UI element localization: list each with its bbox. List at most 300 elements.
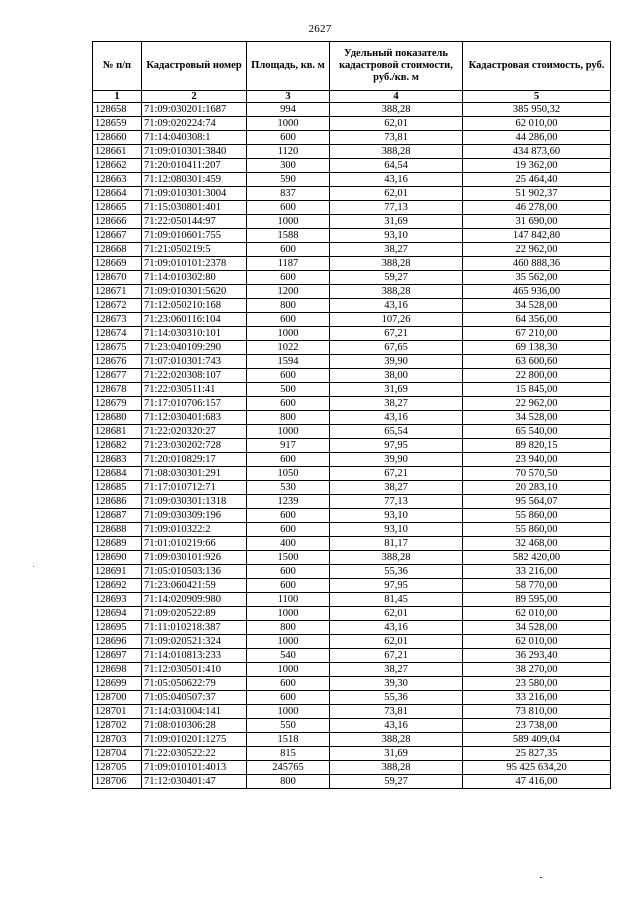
specific-value-cell: 55,36 (330, 691, 463, 705)
area-cell: 600 (247, 677, 330, 691)
cadastral-value-cell: 434 873,60 (463, 145, 611, 159)
row-number-cell: 128688 (93, 523, 142, 537)
area-cell: 917 (247, 439, 330, 453)
cadastral-number-cell: 71:09:010601:755 (142, 229, 247, 243)
cadastral-number-cell: 71:08:010306:28 (142, 719, 247, 733)
cadastral-value-cell: 22 800,00 (463, 369, 611, 383)
cadastral-value-cell: 147 842,80 (463, 229, 611, 243)
table-row (93, 299, 611, 313)
cadastral-number-cell: 71:09:010101:4013 (142, 761, 247, 775)
cadastral-value-cell: 33 216,00 (463, 565, 611, 579)
cadastral-value-cell: 89 595,00 (463, 593, 611, 607)
specific-value-cell: 107,26 (330, 313, 463, 327)
scan-speck (540, 877, 542, 878)
table-row (93, 341, 611, 355)
cadastral-number-cell: 71:09:010201:1275 (142, 733, 247, 747)
table-row (93, 495, 611, 509)
area-cell: 600 (247, 397, 330, 411)
cadastral-value-cell: 465 936,00 (463, 285, 611, 299)
specific-value-cell: 388,28 (330, 733, 463, 747)
cadastral-number-cell: 71:22:030522:22 (142, 747, 247, 761)
cadastral-number-cell: 71:12:030401:683 (142, 411, 247, 425)
row-number-cell: 128669 (93, 257, 142, 271)
cadastral-value-cell: 36 293,40 (463, 649, 611, 663)
cadastral-number-cell: 71:08:030301:291 (142, 467, 247, 481)
cadastral-number-cell: 71:07:010301:743 (142, 355, 247, 369)
specific-value-cell: 31,69 (330, 215, 463, 229)
specific-value-cell: 73,81 (330, 131, 463, 145)
table-row (93, 607, 611, 621)
cadastral-number-cell: 71:05:010503:136 (142, 565, 247, 579)
row-number-cell: 128659 (93, 117, 142, 131)
cadastral-value-cell: 19 362,00 (463, 159, 611, 173)
area-cell: 1518 (247, 733, 330, 747)
cadastral-value-cell: 15 845,00 (463, 383, 611, 397)
specific-value-cell: 388,28 (330, 551, 463, 565)
specific-value-cell: 39,90 (330, 355, 463, 369)
cadastral-value-cell: 23 738,00 (463, 719, 611, 733)
specific-value-cell: 43,16 (330, 621, 463, 635)
specific-value-cell: 67,21 (330, 649, 463, 663)
cadastral-number-cell: 71:17:010712:71 (142, 481, 247, 495)
specific-value-cell: 55,36 (330, 565, 463, 579)
specific-value-cell: 38,27 (330, 481, 463, 495)
row-number-cell: 128696 (93, 635, 142, 649)
area-cell: 800 (247, 621, 330, 635)
row-number-cell: 128698 (93, 663, 142, 677)
cadastral-number-cell: 71:09:010101:2378 (142, 257, 247, 271)
row-number-cell: 128683 (93, 453, 142, 467)
row-number-cell: 128684 (93, 467, 142, 481)
cadastral-value-cell: 55 860,00 (463, 523, 611, 537)
header-cadastral-number: Кадастровый номер (142, 42, 247, 91)
area-cell: 600 (247, 369, 330, 383)
cadastral-number-cell: 71:14:010302:80 (142, 271, 247, 285)
row-number-cell: 128662 (93, 159, 142, 173)
cadastral-value-cell: 385 950,32 (463, 103, 611, 117)
row-number-cell: 128690 (93, 551, 142, 565)
specific-value-cell: 388,28 (330, 257, 463, 271)
cadastral-value-cell: 95 425 634,20 (463, 761, 611, 775)
table-row (93, 537, 611, 551)
cadastral-value-cell: 47 416,00 (463, 775, 611, 789)
area-cell: 530 (247, 481, 330, 495)
cadastral-value-cell: 89 820,15 (463, 439, 611, 453)
cadastral-number-cell: 71:17:010706:157 (142, 397, 247, 411)
area-cell: 400 (247, 537, 330, 551)
cadastral-value-cell: 589 409,04 (463, 733, 611, 747)
cadastral-number-cell: 71:12:080301:459 (142, 173, 247, 187)
area-cell: 1588 (247, 229, 330, 243)
column-number: 5 (463, 91, 611, 103)
row-number-cell: 128704 (93, 747, 142, 761)
area-cell: 245765 (247, 761, 330, 775)
table-row (93, 257, 611, 271)
cadastral-value-cell: 35 562,00 (463, 271, 611, 285)
cadastral-value-cell: 44 286,00 (463, 131, 611, 145)
cadastral-number-cell: 71:22:020308:107 (142, 369, 247, 383)
table-row (93, 691, 611, 705)
cadastral-number-cell: 71:05:050622:79 (142, 677, 247, 691)
table-row (93, 453, 611, 467)
cadastral-value-cell: 58 770,00 (463, 579, 611, 593)
area-cell: 600 (247, 271, 330, 285)
table-row (93, 201, 611, 215)
row-number-cell: 128693 (93, 593, 142, 607)
cadastral-number-cell: 71:14:031004:141 (142, 705, 247, 719)
cadastral-number-cell: 71:23:030202:728 (142, 439, 247, 453)
specific-value-cell: 388,28 (330, 145, 463, 159)
cadastral-number-cell: 71:14:030310:101 (142, 327, 247, 341)
area-cell: 1000 (247, 425, 330, 439)
table-row (93, 523, 611, 537)
area-cell: 600 (247, 691, 330, 705)
table-row (93, 285, 611, 299)
table-row (93, 117, 611, 131)
specific-value-cell: 43,16 (330, 173, 463, 187)
table-row (93, 397, 611, 411)
table-row (93, 467, 611, 481)
row-number-cell: 128671 (93, 285, 142, 299)
row-number-cell: 128697 (93, 649, 142, 663)
table-row (93, 509, 611, 523)
area-cell: 1239 (247, 495, 330, 509)
table-row (93, 215, 611, 229)
cadastral-number-cell: 71:23:060421:59 (142, 579, 247, 593)
cadastral-value-cell: 38 270,00 (463, 663, 611, 677)
area-cell: 600 (247, 565, 330, 579)
area-cell: 800 (247, 299, 330, 313)
specific-value-cell: 388,28 (330, 761, 463, 775)
area-cell: 600 (247, 523, 330, 537)
cadastral-value-cell: 64 356,00 (463, 313, 611, 327)
specific-value-cell: 31,69 (330, 747, 463, 761)
row-number-cell: 128676 (93, 355, 142, 369)
area-cell: 1000 (247, 215, 330, 229)
specific-value-cell: 97,95 (330, 579, 463, 593)
row-number-cell: 128661 (93, 145, 142, 159)
row-number-cell: 128665 (93, 201, 142, 215)
row-number-cell: 128701 (93, 705, 142, 719)
cadastral-number-cell: 71:09:030101:926 (142, 551, 247, 565)
row-number-cell: 128687 (93, 509, 142, 523)
cadastral-number-cell: 71:23:040109:290 (142, 341, 247, 355)
table-row (93, 551, 611, 565)
table-row (93, 425, 611, 439)
header-area: Площадь, кв. м (247, 42, 330, 91)
area-cell: 1594 (247, 355, 330, 369)
cadastral-value-cell: 95 564,07 (463, 495, 611, 509)
row-number-cell: 128670 (93, 271, 142, 285)
cadastral-number-cell: 71:09:030201:1687 (142, 103, 247, 117)
cadastral-value-cell: 73 810,00 (463, 705, 611, 719)
row-number-cell: 128666 (93, 215, 142, 229)
row-number-cell: 128675 (93, 341, 142, 355)
specific-value-cell: 93,10 (330, 523, 463, 537)
table-row (93, 635, 611, 649)
area-cell: 1100 (247, 593, 330, 607)
table-row (93, 369, 611, 383)
row-number-cell: 128678 (93, 383, 142, 397)
cadastral-value-cell: 70 570,50 (463, 467, 611, 481)
table-row (93, 579, 611, 593)
cadastral-value-cell: 65 540,00 (463, 425, 611, 439)
table-row (93, 313, 611, 327)
cadastral-value-cell: 20 283,10 (463, 481, 611, 495)
specific-value-cell: 97,95 (330, 439, 463, 453)
table-row (93, 355, 611, 369)
area-cell: 600 (247, 313, 330, 327)
cadastral-number-cell: 71:20:010411:207 (142, 159, 247, 173)
area-cell: 800 (247, 775, 330, 789)
cadastral-number-cell: 71:09:020224:74 (142, 117, 247, 131)
cadastral-value-cell: 62 010,00 (463, 635, 611, 649)
cadastral-number-cell: 71:09:030309:196 (142, 509, 247, 523)
cadastral-value-cell: 23 580,00 (463, 677, 611, 691)
specific-value-cell: 64,54 (330, 159, 463, 173)
specific-value-cell: 39,30 (330, 677, 463, 691)
area-cell: 1187 (247, 257, 330, 271)
cadastral-number-cell: 71:14:010813:233 (142, 649, 247, 663)
row-number-cell: 128681 (93, 425, 142, 439)
cadastral-number-cell: 71:15:030801:401 (142, 201, 247, 215)
specific-value-cell: 43,16 (330, 411, 463, 425)
cadastral-value-cell: 62 010,00 (463, 607, 611, 621)
table-row (93, 229, 611, 243)
table-row (93, 747, 611, 761)
column-number: 1 (93, 91, 142, 103)
row-number-cell: 128667 (93, 229, 142, 243)
table-row (93, 411, 611, 425)
area-cell: 1050 (247, 467, 330, 481)
row-number-cell: 128672 (93, 299, 142, 313)
row-number-cell: 128674 (93, 327, 142, 341)
specific-value-cell: 38,00 (330, 369, 463, 383)
row-number-cell: 128682 (93, 439, 142, 453)
row-number-cell: 128706 (93, 775, 142, 789)
table-row (93, 705, 611, 719)
cadastral-value-cell: 67 210,00 (463, 327, 611, 341)
specific-value-cell: 38,27 (330, 243, 463, 257)
table-row (93, 677, 611, 691)
cadastral-number-cell: 71:09:010301:3004 (142, 187, 247, 201)
table-row (93, 593, 611, 607)
table-row (93, 159, 611, 173)
row-number-cell: 128695 (93, 621, 142, 635)
row-number-cell: 128702 (93, 719, 142, 733)
column-number: 3 (247, 91, 330, 103)
cadastral-value-cell: 34 528,00 (463, 411, 611, 425)
cadastral-value-cell: 63 600,60 (463, 355, 611, 369)
row-number-cell: 128686 (93, 495, 142, 509)
table-row (93, 663, 611, 677)
header-row-number: № п/п (93, 42, 142, 91)
table-row (93, 173, 611, 187)
row-number-cell: 128677 (93, 369, 142, 383)
specific-value-cell: 73,81 (330, 705, 463, 719)
area-cell: 994 (247, 103, 330, 117)
cadastral-value-cell: 46 278,00 (463, 201, 611, 215)
area-cell: 1000 (247, 705, 330, 719)
cadastral-number-cell: 71:09:010322:2 (142, 523, 247, 537)
header-specific-value: Удельный показатель кадастровой стоимости, руб./кв. м (330, 42, 463, 91)
specific-value-cell: 62,01 (330, 607, 463, 621)
header-row (93, 42, 611, 91)
row-number-cell: 128699 (93, 677, 142, 691)
table-row (93, 719, 611, 733)
table-row (93, 439, 611, 453)
row-number-cell: 128673 (93, 313, 142, 327)
specific-value-cell: 67,21 (330, 467, 463, 481)
cadastral-value-cell: 34 528,00 (463, 621, 611, 635)
area-cell: 1200 (247, 285, 330, 299)
cadastral-value-cell: 31 690,00 (463, 215, 611, 229)
area-cell: 1000 (247, 327, 330, 341)
cadastral-number-cell: 71:22:020320:27 (142, 425, 247, 439)
area-cell: 600 (247, 509, 330, 523)
specific-value-cell: 81,17 (330, 537, 463, 551)
specific-value-cell: 388,28 (330, 103, 463, 117)
header-cadastral-value: Кадастровая стоимость, руб. (463, 42, 611, 91)
table-row (93, 187, 611, 201)
specific-value-cell: 38,27 (330, 397, 463, 411)
cadastral-value-cell: 22 962,00 (463, 397, 611, 411)
cadastral-value-cell: 582 420,00 (463, 551, 611, 565)
row-number-cell: 128689 (93, 537, 142, 551)
cadastral-number-cell: 71:01:010219:66 (142, 537, 247, 551)
area-cell: 600 (247, 201, 330, 215)
cadastral-value-cell: 25 827,35 (463, 747, 611, 761)
cadastral-number-cell: 71:22:030511:41 (142, 383, 247, 397)
specific-value-cell: 93,10 (330, 509, 463, 523)
area-cell: 1022 (247, 341, 330, 355)
cadastral-value-cell: 25 464,40 (463, 173, 611, 187)
table-row (93, 761, 611, 775)
cadastral-value-cell: 34 528,00 (463, 299, 611, 313)
cadastral-value-table (92, 41, 611, 789)
area-cell: 800 (247, 411, 330, 425)
area-cell: 600 (247, 453, 330, 467)
table-row (93, 327, 611, 341)
row-number-cell: 128660 (93, 131, 142, 145)
specific-value-cell: 59,27 (330, 775, 463, 789)
specific-value-cell: 67,65 (330, 341, 463, 355)
cadastral-number-cell: 71:09:020521:324 (142, 635, 247, 649)
area-cell: 550 (247, 719, 330, 733)
cadastral-number-cell: 71:12:030401:47 (142, 775, 247, 789)
area-cell: 837 (247, 187, 330, 201)
cadastral-number-cell: 71:11:010218:387 (142, 621, 247, 635)
cadastral-number-cell: 71:09:030301:1318 (142, 495, 247, 509)
area-cell: 1500 (247, 551, 330, 565)
column-number: 2 (142, 91, 247, 103)
area-cell: 540 (247, 649, 330, 663)
row-number-cell: 128680 (93, 411, 142, 425)
area-cell: 815 (247, 747, 330, 761)
column-number: 4 (330, 91, 463, 103)
row-number-cell: 128664 (93, 187, 142, 201)
specific-value-cell: 38,27 (330, 663, 463, 677)
row-number-cell: 128658 (93, 103, 142, 117)
cadastral-number-cell: 71:12:030501:410 (142, 663, 247, 677)
table-row (93, 775, 611, 789)
cadastral-value-cell: 62 010,00 (463, 117, 611, 131)
cadastral-number-cell: 71:09:010301:3840 (142, 145, 247, 159)
cadastral-number-cell: 71:12:050210:168 (142, 299, 247, 313)
area-cell: 590 (247, 173, 330, 187)
area-cell: 1120 (247, 145, 330, 159)
table-row (93, 649, 611, 663)
cadastral-number-cell: 71:23:060116:104 (142, 313, 247, 327)
cadastral-value-cell: 69 138,30 (463, 341, 611, 355)
specific-value-cell: 43,16 (330, 299, 463, 313)
row-number-cell: 128703 (93, 733, 142, 747)
specific-value-cell: 62,01 (330, 635, 463, 649)
cadastral-value-cell: 22 962,00 (463, 243, 611, 257)
table-row (93, 383, 611, 397)
row-number-cell: 128694 (93, 607, 142, 621)
page-number: 2627 (308, 23, 332, 35)
area-cell: 1000 (247, 635, 330, 649)
table-row (93, 481, 611, 495)
table-row (93, 271, 611, 285)
area-cell: 300 (247, 159, 330, 173)
row-number-cell: 128700 (93, 691, 142, 705)
specific-value-cell: 81,45 (330, 593, 463, 607)
table-row (93, 733, 611, 747)
specific-value-cell: 39,90 (330, 453, 463, 467)
table-body (93, 91, 611, 789)
cadastral-number-cell: 71:22:050144:97 (142, 215, 247, 229)
cadastral-value-cell: 33 216,00 (463, 691, 611, 705)
cadastral-value-cell: 55 860,00 (463, 509, 611, 523)
row-number-cell: 128679 (93, 397, 142, 411)
cadastral-number-cell: 71:20:010829:17 (142, 453, 247, 467)
area-cell: 1000 (247, 117, 330, 131)
table-row (93, 621, 611, 635)
row-number-cell: 128692 (93, 579, 142, 593)
specific-value-cell: 62,01 (330, 187, 463, 201)
cadastral-value-cell: 23 940,00 (463, 453, 611, 467)
column-number-row (93, 91, 611, 103)
cadastral-number-cell: 71:21:050219:5 (142, 243, 247, 257)
area-cell: 600 (247, 131, 330, 145)
specific-value-cell: 62,01 (330, 117, 463, 131)
area-cell: 600 (247, 579, 330, 593)
row-number-cell: 128685 (93, 481, 142, 495)
row-number-cell: 128668 (93, 243, 142, 257)
cadastral-number-cell: 71:09:020522:89 (142, 607, 247, 621)
area-cell: 1000 (247, 607, 330, 621)
table-row (93, 145, 611, 159)
scan-speck (33, 566, 34, 567)
specific-value-cell: 31,69 (330, 383, 463, 397)
cadastral-value-cell: 51 902,37 (463, 187, 611, 201)
cadastral-number-cell: 71:05:040507:37 (142, 691, 247, 705)
specific-value-cell: 43,16 (330, 719, 463, 733)
specific-value-cell: 388,28 (330, 285, 463, 299)
area-cell: 1000 (247, 663, 330, 677)
row-number-cell: 128663 (93, 173, 142, 187)
specific-value-cell: 67,21 (330, 327, 463, 341)
cadastral-number-cell: 71:09:010301:5620 (142, 285, 247, 299)
row-number-cell: 128705 (93, 761, 142, 775)
table-row (93, 565, 611, 579)
specific-value-cell: 93,10 (330, 229, 463, 243)
specific-value-cell: 77,13 (330, 495, 463, 509)
table-row (93, 131, 611, 145)
cadastral-number-cell: 71:14:040308:1 (142, 131, 247, 145)
